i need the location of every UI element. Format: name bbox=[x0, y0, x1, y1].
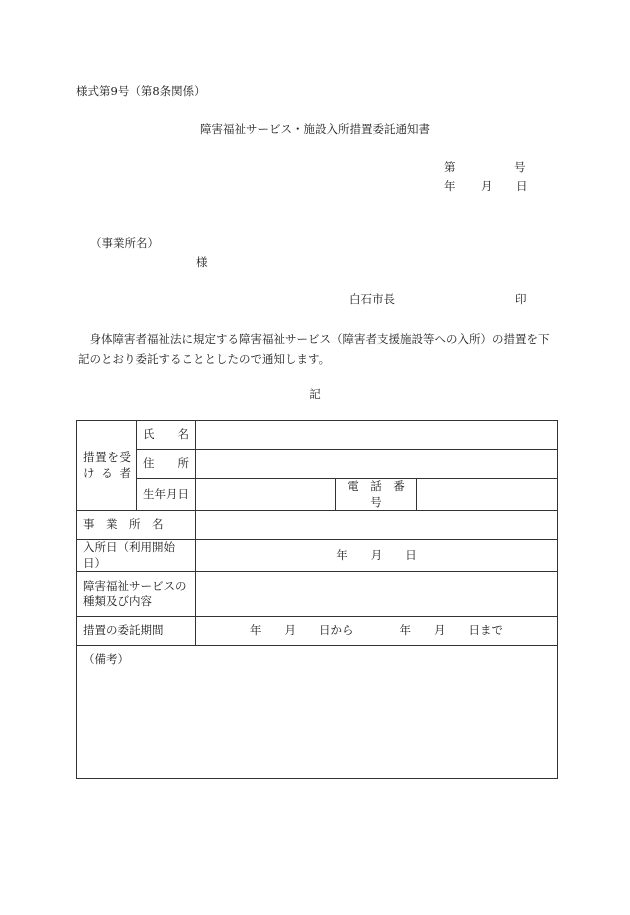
form-number: 様式第9号（第8条関係） bbox=[76, 84, 206, 98]
issue-date-month: 月 bbox=[481, 179, 493, 193]
addressee-honorific: 様 bbox=[196, 255, 208, 269]
notice-body-text: 身体障害者福祉法に規定する障害福祉サービス（障害者支援施設等への入所）の措置を下記のとおり委託することとしたので通知します。 bbox=[78, 332, 550, 366]
remarks-label: （備考） bbox=[83, 652, 129, 667]
phone-label: 電 話 番 号 bbox=[336, 479, 417, 511]
office-name-label: （事業所名） bbox=[90, 236, 159, 250]
birthdate-field[interactable] bbox=[196, 479, 336, 511]
issue-number-prefix: 第 bbox=[444, 160, 456, 174]
phone-field[interactable] bbox=[417, 479, 558, 511]
business-name-field[interactable] bbox=[196, 511, 558, 540]
issue-date-year: 年 bbox=[444, 179, 456, 193]
issue-date-day: 日 bbox=[516, 179, 528, 193]
birthdate-label: 生年月日 bbox=[137, 479, 196, 511]
issue-number-suffix: 号 bbox=[514, 160, 526, 174]
period-field[interactable]: 年 月 日から 年 月 日まで bbox=[196, 617, 558, 646]
table-row bbox=[77, 617, 558, 646]
address-label: 住 所 bbox=[137, 450, 196, 479]
seal-mark: 印 bbox=[515, 292, 527, 306]
name-label: 氏 名 bbox=[137, 421, 196, 450]
admission-date-field[interactable]: 年 月 日 bbox=[196, 540, 558, 572]
period-label: 措置の委託期間 bbox=[77, 617, 196, 646]
recipient-group-label: 措置を受ける者 bbox=[77, 421, 137, 511]
table-row bbox=[77, 572, 558, 617]
address-field[interactable] bbox=[196, 450, 558, 479]
business-name-label: 事 業 所 名 bbox=[77, 511, 196, 540]
table-row bbox=[77, 511, 558, 540]
notice-form-table bbox=[76, 420, 558, 779]
service-label: 障害福祉サービスの種類及び内容 bbox=[77, 572, 196, 617]
table-row bbox=[77, 479, 558, 511]
table-row bbox=[77, 646, 558, 779]
service-field[interactable] bbox=[196, 572, 558, 617]
sender-mayor: 白石市長 bbox=[349, 292, 395, 306]
name-field[interactable] bbox=[196, 421, 558, 450]
ki-heading: 記 bbox=[309, 387, 321, 401]
remarks-field[interactable] bbox=[77, 646, 558, 779]
table-row bbox=[77, 540, 558, 572]
admission-date-label: 入所日（利用開始日） bbox=[77, 540, 196, 572]
table-row bbox=[77, 421, 558, 450]
table-row bbox=[77, 450, 558, 479]
document-title: 障害福祉サービス・施設入所措置委託通知書 bbox=[200, 122, 430, 136]
